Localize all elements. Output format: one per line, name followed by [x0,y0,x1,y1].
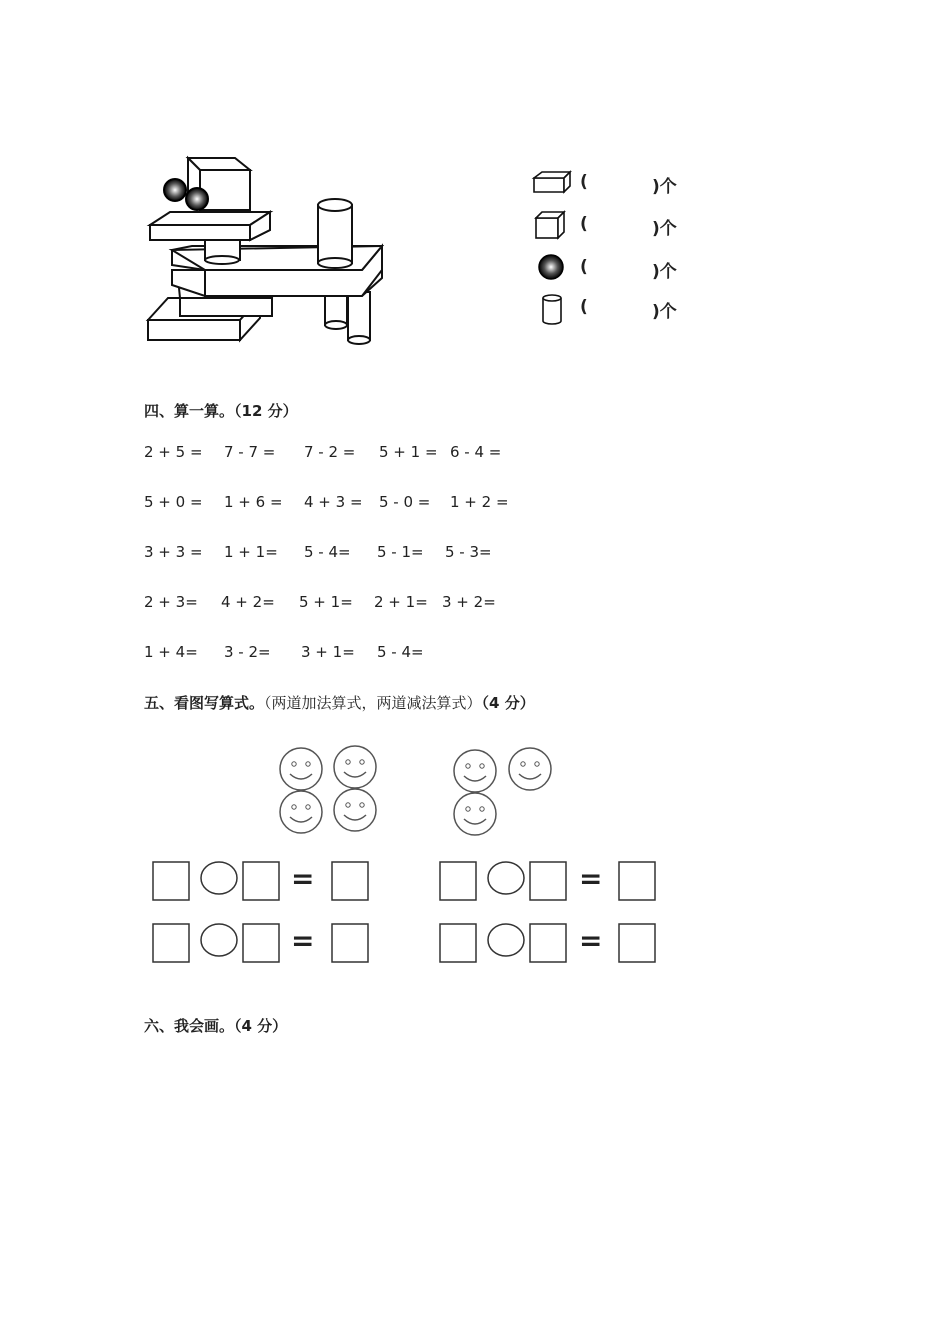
problem: 7 - 2 = [304,443,356,461]
section4-title: 四、算一算。 [144,402,235,420]
smiley-face-icon [331,744,379,790]
problem: 5 - 4= [304,543,351,561]
problem: 5 - 1= [377,543,424,561]
answer-box[interactable] [440,924,476,962]
building-blocks-figure [140,150,400,350]
problem: 4 + 2= [221,593,275,611]
smiley-face-icon [277,746,325,792]
problem: 5 + 1 = [379,443,438,461]
answer-box[interactable] [332,924,368,962]
section6-points: （4 分） [234,1017,288,1035]
count-row-cylinder [530,293,730,323]
problem: 3 + 2= [442,593,496,611]
count-row-cube [530,210,730,240]
smiley-face-icon [277,789,325,835]
answer-box[interactable] [243,862,279,900]
problem: 5 - 3= [445,543,492,561]
problem: 2 + 3= [144,593,198,611]
equals-sign: = [291,924,315,957]
answer-box[interactable] [153,862,189,900]
count-row-sphere [530,253,730,283]
section5-points: （4 分） [481,694,535,712]
open-paren: ( [580,257,588,277]
count-row-cuboid [530,168,730,198]
problem: 1 + 4= [144,643,198,661]
answer-blank: )个 [652,177,677,197]
equation-boxes-right [437,858,667,966]
problem: 1 + 2 = [450,493,509,511]
answer-blank: )个 [652,262,677,282]
answer-box[interactable] [440,862,476,900]
problem: 3 - 2= [224,643,271,661]
section4-points: （12 分） [234,402,298,420]
section4-heading [144,400,298,421]
smiley-face-icon [451,748,499,794]
answer-blank: )个 [652,302,677,322]
operator-circle[interactable] [488,924,524,956]
problem: 3 + 3 = [144,543,203,561]
problem: 1 + 1= [224,543,278,561]
cuboid-icon [530,168,574,196]
open-paren: ( [580,214,588,234]
problem: 4 + 3 = [304,493,363,511]
equals-sign: = [579,924,603,957]
problem: 2 + 5 = [144,443,203,461]
open-paren: ( [580,297,588,317]
sphere-icon [530,253,574,283]
problem: 1 + 6 = [224,493,283,511]
equals-sign: = [579,862,603,895]
open-paren: ( [580,172,588,192]
answer-box[interactable] [530,924,566,962]
answer-box[interactable] [243,924,279,962]
cylinder-icon [530,293,574,327]
equals-sign: = [291,862,315,895]
problem: 5 - 0 = [379,493,431,511]
smiley-face-icon [451,791,499,837]
section6-heading [144,1015,287,1036]
problem: 2 + 1= [374,593,428,611]
section6-title: 六、我会画。 [144,1017,235,1035]
problem: 5 + 0 = [144,493,203,511]
cube-icon [530,210,574,240]
section5-note: （两道加法算式，两道减法算式） [264,694,482,712]
problem: 7 - 7 = [224,443,276,461]
equation-boxes-left [150,858,380,966]
answer-box[interactable] [153,924,189,962]
operator-circle[interactable] [201,924,237,956]
answer-box[interactable] [619,862,655,900]
problem: 3 + 1= [301,643,355,661]
answer-box[interactable] [619,924,655,962]
operator-circle[interactable] [488,862,524,894]
answer-blank: )个 [652,219,677,239]
smiley-face-icon [506,746,554,792]
answer-box[interactable] [332,862,368,900]
operator-circle[interactable] [201,862,237,894]
problem: 5 + 1= [299,593,353,611]
problem: 6 - 4 = [450,443,502,461]
problem: 5 - 4= [377,643,424,661]
section5-heading [144,692,535,713]
answer-box[interactable] [530,862,566,900]
smiley-face-icon [331,787,379,833]
section5-title: 五、看图写算式。 [144,694,265,712]
